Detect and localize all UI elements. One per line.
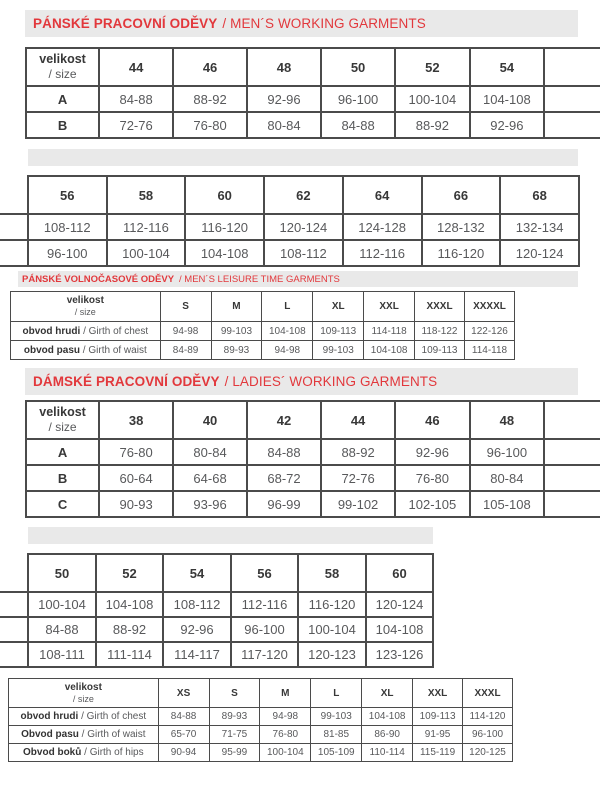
section-title-czech: PÁNSKÉ PRACOVNÍ ODĚVY bbox=[33, 16, 218, 31]
size-value-cell: 92-96 bbox=[247, 86, 321, 112]
size-value-cell: 90-94 bbox=[158, 744, 209, 762]
row-label-czech: Obvod boků bbox=[23, 747, 82, 758]
column-header: 64 bbox=[343, 176, 422, 214]
row-label-english: / Girth of chest bbox=[78, 711, 147, 722]
column-header: 66 bbox=[422, 176, 501, 214]
size-value-cell: 94-98 bbox=[262, 341, 313, 360]
size-value-cell: 99-103 bbox=[211, 322, 262, 341]
column-header: S bbox=[209, 679, 260, 708]
column-header: 50 bbox=[321, 48, 395, 86]
column-header: 68 bbox=[500, 176, 579, 214]
column-header: XL bbox=[362, 679, 413, 708]
size-value-cell: 99-103 bbox=[311, 708, 362, 726]
mens-working-sizes-table-56-68 bbox=[0, 175, 580, 267]
section-title-mens-leisure bbox=[18, 271, 578, 287]
size-value-cell: 100-104 bbox=[260, 744, 311, 762]
size-value-cell: 84-88 bbox=[99, 86, 173, 112]
size-value-cell: 96-100 bbox=[28, 240, 107, 266]
size-value-cell: 132-134 bbox=[500, 214, 579, 240]
size-value-cell: 93-96 bbox=[173, 491, 247, 517]
column-header: XL bbox=[313, 292, 364, 322]
corner-label-size: / size bbox=[48, 420, 77, 435]
size-value-cell: 108-112 bbox=[163, 592, 231, 617]
section-title-english: / MEN´S WORKING GARMENTS bbox=[222, 16, 426, 31]
size-value-cell: 102-105 bbox=[395, 491, 469, 517]
size-value-cell: 116-120 bbox=[185, 214, 264, 240]
mens-leisure-sizes-table bbox=[10, 291, 515, 360]
row-label-czech: obvod hrudi bbox=[20, 711, 79, 722]
row-label: A bbox=[26, 86, 99, 112]
size-value-cell: 99-102 bbox=[321, 491, 395, 517]
column-header: 60 bbox=[366, 554, 433, 592]
cut-off-cell bbox=[544, 439, 600, 465]
ladies-working-sizes-table-50-60 bbox=[0, 553, 434, 668]
row-label: A bbox=[26, 439, 99, 465]
size-value-cell: 124-128 bbox=[343, 214, 422, 240]
column-header: L bbox=[262, 292, 313, 322]
table-row bbox=[26, 439, 600, 465]
cut-off-cell bbox=[544, 86, 600, 112]
size-value-cell: 114-118 bbox=[364, 322, 415, 341]
size-value-cell: 88-92 bbox=[173, 86, 247, 112]
size-table bbox=[0, 553, 434, 668]
size-value-cell: 92-96 bbox=[395, 439, 469, 465]
ladies-working-sizes-table-38-48 bbox=[25, 400, 600, 518]
corner-label-velikost: velikost bbox=[39, 51, 86, 66]
size-value-cell: 114-117 bbox=[163, 642, 231, 667]
size-value-cell: 96-100 bbox=[231, 617, 298, 642]
table-row bbox=[0, 214, 579, 240]
size-value-cell: 100-104 bbox=[395, 86, 469, 112]
size-value-cell: 100-104 bbox=[28, 592, 96, 617]
size-value-cell: 117-120 bbox=[231, 642, 298, 667]
cut-off-column bbox=[0, 176, 28, 214]
row-label-english: / Girth of chest bbox=[80, 325, 149, 337]
column-header: 52 bbox=[395, 48, 469, 86]
size-value-cell: 122-126 bbox=[464, 322, 514, 341]
row-label bbox=[11, 341, 161, 360]
size-value-cell: 104-108 bbox=[185, 240, 264, 266]
size-table bbox=[8, 678, 513, 762]
row-label bbox=[9, 708, 159, 726]
size-value-cell: 112-116 bbox=[107, 214, 186, 240]
section-title-english: / LADIES´ WORKING GARMENTS bbox=[224, 374, 438, 389]
size-value-cell: 89-93 bbox=[209, 708, 260, 726]
size-value-cell: 90-93 bbox=[99, 491, 173, 517]
size-value-cell: 84-88 bbox=[321, 112, 395, 138]
size-value-cell: 108-112 bbox=[264, 240, 343, 266]
size-value-cell: 110-114 bbox=[362, 744, 413, 762]
column-header: 52 bbox=[96, 554, 163, 592]
size-value-cell: 71-75 bbox=[209, 726, 260, 744]
column-header: 48 bbox=[470, 401, 544, 439]
size-value-cell: 105-108 bbox=[470, 491, 544, 517]
column-header: 54 bbox=[163, 554, 231, 592]
column-header: XXL bbox=[413, 679, 463, 708]
column-header: M bbox=[260, 679, 311, 708]
size-value-cell: 96-100 bbox=[463, 726, 513, 744]
table-row bbox=[0, 592, 433, 617]
size-value-cell: 80-84 bbox=[470, 465, 544, 491]
size-value-cell: 99-103 bbox=[313, 341, 364, 360]
section-title-czech: DÁMSKÉ PRACOVNÍ ODĚVY bbox=[33, 374, 220, 389]
column-header: XS bbox=[158, 679, 209, 708]
size-value-cell: 112-116 bbox=[231, 592, 298, 617]
size-value-cell: 104-108 bbox=[470, 86, 544, 112]
table-row bbox=[9, 744, 513, 762]
size-value-cell: 84-88 bbox=[247, 439, 321, 465]
size-value-cell: 89-93 bbox=[211, 341, 262, 360]
row-label: B bbox=[26, 112, 99, 138]
size-value-cell: 118-122 bbox=[415, 322, 465, 341]
size-value-cell: 84-89 bbox=[160, 341, 211, 360]
size-value-cell: 76-80 bbox=[173, 112, 247, 138]
size-value-cell: 94-98 bbox=[160, 322, 211, 341]
size-value-cell: 104-108 bbox=[366, 617, 433, 642]
size-value-cell: 104-108 bbox=[364, 341, 415, 360]
corner-label-velikost: velikost bbox=[64, 681, 102, 693]
cut-off-cell bbox=[544, 112, 600, 138]
size-value-cell: 92-96 bbox=[470, 112, 544, 138]
size-corner-header bbox=[26, 401, 99, 439]
size-value-cell: 88-92 bbox=[96, 617, 163, 642]
section-title-english: / MEN´S LEISURE TIME GARMENTS bbox=[179, 273, 340, 285]
size-value-cell: 64-68 bbox=[173, 465, 247, 491]
size-value-cell: 84-88 bbox=[158, 708, 209, 726]
cut-off-column bbox=[0, 554, 28, 592]
size-value-cell: 80-84 bbox=[173, 439, 247, 465]
size-corner-header bbox=[11, 292, 161, 322]
table-row bbox=[0, 240, 579, 266]
size-value-cell: 65-70 bbox=[158, 726, 209, 744]
column-header: 38 bbox=[99, 401, 173, 439]
cut-off-column bbox=[544, 401, 600, 439]
size-value-cell: 120-124 bbox=[500, 240, 579, 266]
column-header: 46 bbox=[395, 401, 469, 439]
table-row bbox=[0, 617, 433, 642]
column-header: 50 bbox=[28, 554, 96, 592]
size-value-cell: 100-104 bbox=[298, 617, 366, 642]
row-label: B bbox=[26, 465, 99, 491]
column-header: L bbox=[311, 679, 362, 708]
row-label-english: / Girth of hips bbox=[81, 747, 144, 758]
row-label bbox=[9, 726, 159, 744]
size-value-cell: 92-96 bbox=[163, 617, 231, 642]
size-value-cell: 96-99 bbox=[247, 491, 321, 517]
size-table bbox=[25, 47, 600, 139]
size-value-cell: 116-120 bbox=[298, 592, 366, 617]
size-value-cell: 120-123 bbox=[298, 642, 366, 667]
section-separator-bar bbox=[28, 527, 433, 544]
size-value-cell: 109-113 bbox=[313, 322, 364, 341]
column-header: XXXL bbox=[463, 679, 513, 708]
size-value-cell: 123-126 bbox=[366, 642, 433, 667]
table-row bbox=[11, 341, 515, 360]
size-corner-header bbox=[26, 48, 99, 86]
size-table bbox=[0, 175, 580, 267]
column-header: 60 bbox=[185, 176, 264, 214]
row-label bbox=[11, 322, 161, 341]
size-value-cell: 100-104 bbox=[107, 240, 186, 266]
size-value-cell: 120-124 bbox=[264, 214, 343, 240]
size-value-cell: 86-90 bbox=[362, 726, 413, 744]
size-value-cell: 108-112 bbox=[28, 214, 107, 240]
size-value-cell: 114-118 bbox=[464, 341, 514, 360]
corner-label-size: / size bbox=[74, 307, 96, 318]
size-value-cell: 81-85 bbox=[311, 726, 362, 744]
size-value-cell: 104-108 bbox=[262, 322, 313, 341]
table-row bbox=[26, 491, 600, 517]
size-table bbox=[25, 400, 600, 518]
corner-label-velikost: velikost bbox=[39, 404, 86, 419]
cut-off-cell bbox=[0, 240, 28, 266]
row-label-czech: Obvod pasu bbox=[21, 729, 79, 740]
column-header: 56 bbox=[28, 176, 107, 214]
size-table bbox=[10, 291, 515, 360]
row-label: C bbox=[26, 491, 99, 517]
size-value-cell: 120-124 bbox=[366, 592, 433, 617]
table-row bbox=[0, 642, 433, 667]
cut-off-cell bbox=[0, 617, 28, 642]
column-header: S bbox=[160, 292, 211, 322]
size-value-cell: 76-80 bbox=[260, 726, 311, 744]
row-label-czech: obvod hrudi bbox=[22, 325, 81, 337]
cut-off-cell bbox=[0, 214, 28, 240]
size-value-cell: 91-95 bbox=[413, 726, 463, 744]
cut-off-cell bbox=[0, 592, 28, 617]
table-row bbox=[9, 726, 513, 744]
column-header: XXXXL bbox=[464, 292, 514, 322]
size-value-cell: 112-116 bbox=[343, 240, 422, 266]
section-title-mens-working bbox=[25, 10, 578, 37]
size-value-cell: 104-108 bbox=[362, 708, 413, 726]
row-label-english: / Girth of waist bbox=[78, 729, 146, 740]
size-value-cell: 94-98 bbox=[260, 708, 311, 726]
size-value-cell: 88-92 bbox=[321, 439, 395, 465]
column-header: 56 bbox=[231, 554, 298, 592]
size-value-cell: 120-125 bbox=[463, 744, 513, 762]
column-header: 42 bbox=[247, 401, 321, 439]
section-separator-bar bbox=[28, 149, 578, 166]
cut-off-cell bbox=[0, 642, 28, 667]
row-label-english: / Girth of waist bbox=[80, 344, 147, 356]
section-title-czech: PÁNSKÉ VOLNOČASOVÉ ODĚVY bbox=[22, 273, 175, 285]
size-corner-header bbox=[9, 679, 159, 708]
size-value-cell: 109-113 bbox=[415, 341, 465, 360]
column-header: 58 bbox=[298, 554, 366, 592]
size-value-cell: 68-72 bbox=[247, 465, 321, 491]
size-value-cell: 114-120 bbox=[463, 708, 513, 726]
size-value-cell: 109-113 bbox=[413, 708, 463, 726]
size-value-cell: 72-76 bbox=[99, 112, 173, 138]
size-value-cell: 76-80 bbox=[395, 465, 469, 491]
size-value-cell: 115-119 bbox=[413, 744, 463, 762]
size-value-cell: 111-114 bbox=[96, 642, 163, 667]
size-value-cell: 88-92 bbox=[395, 112, 469, 138]
column-header: 48 bbox=[247, 48, 321, 86]
corner-label-size: / size bbox=[48, 67, 77, 82]
table-row bbox=[26, 465, 600, 491]
table-row bbox=[9, 708, 513, 726]
column-header: 62 bbox=[264, 176, 343, 214]
size-value-cell: 108-111 bbox=[28, 642, 96, 667]
column-header: 54 bbox=[470, 48, 544, 86]
cut-off-cell bbox=[544, 491, 600, 517]
table-row bbox=[11, 322, 515, 341]
column-header: 44 bbox=[99, 48, 173, 86]
size-value-cell: 104-108 bbox=[96, 592, 163, 617]
row-label bbox=[9, 744, 159, 762]
row-label-czech: obvod pasu bbox=[23, 344, 81, 356]
corner-label-size: / size bbox=[72, 693, 94, 704]
size-value-cell: 60-64 bbox=[99, 465, 173, 491]
size-value-cell: 128-132 bbox=[422, 214, 501, 240]
column-header: XXXL bbox=[415, 292, 465, 322]
column-header: M bbox=[211, 292, 262, 322]
ladies-girth-sizes-table bbox=[8, 678, 513, 762]
column-header: 40 bbox=[173, 401, 247, 439]
size-value-cell: 105-109 bbox=[311, 744, 362, 762]
size-value-cell: 80-84 bbox=[247, 112, 321, 138]
cut-off-column bbox=[544, 48, 600, 86]
size-value-cell: 95-99 bbox=[209, 744, 260, 762]
column-header: 44 bbox=[321, 401, 395, 439]
table-row bbox=[26, 112, 600, 138]
table-row bbox=[26, 86, 600, 112]
size-value-cell: 96-100 bbox=[321, 86, 395, 112]
column-header: 58 bbox=[107, 176, 186, 214]
size-value-cell: 116-120 bbox=[422, 240, 501, 266]
column-header: 46 bbox=[173, 48, 247, 86]
size-value-cell: 76-80 bbox=[99, 439, 173, 465]
column-header: XXL bbox=[364, 292, 415, 322]
corner-label-velikost: velikost bbox=[66, 295, 104, 307]
mens-working-sizes-table-44-54 bbox=[25, 47, 600, 139]
size-value-cell: 96-100 bbox=[470, 439, 544, 465]
section-title-ladies-working bbox=[25, 368, 578, 395]
size-value-cell: 84-88 bbox=[28, 617, 96, 642]
cut-off-cell bbox=[544, 465, 600, 491]
size-value-cell: 72-76 bbox=[321, 465, 395, 491]
